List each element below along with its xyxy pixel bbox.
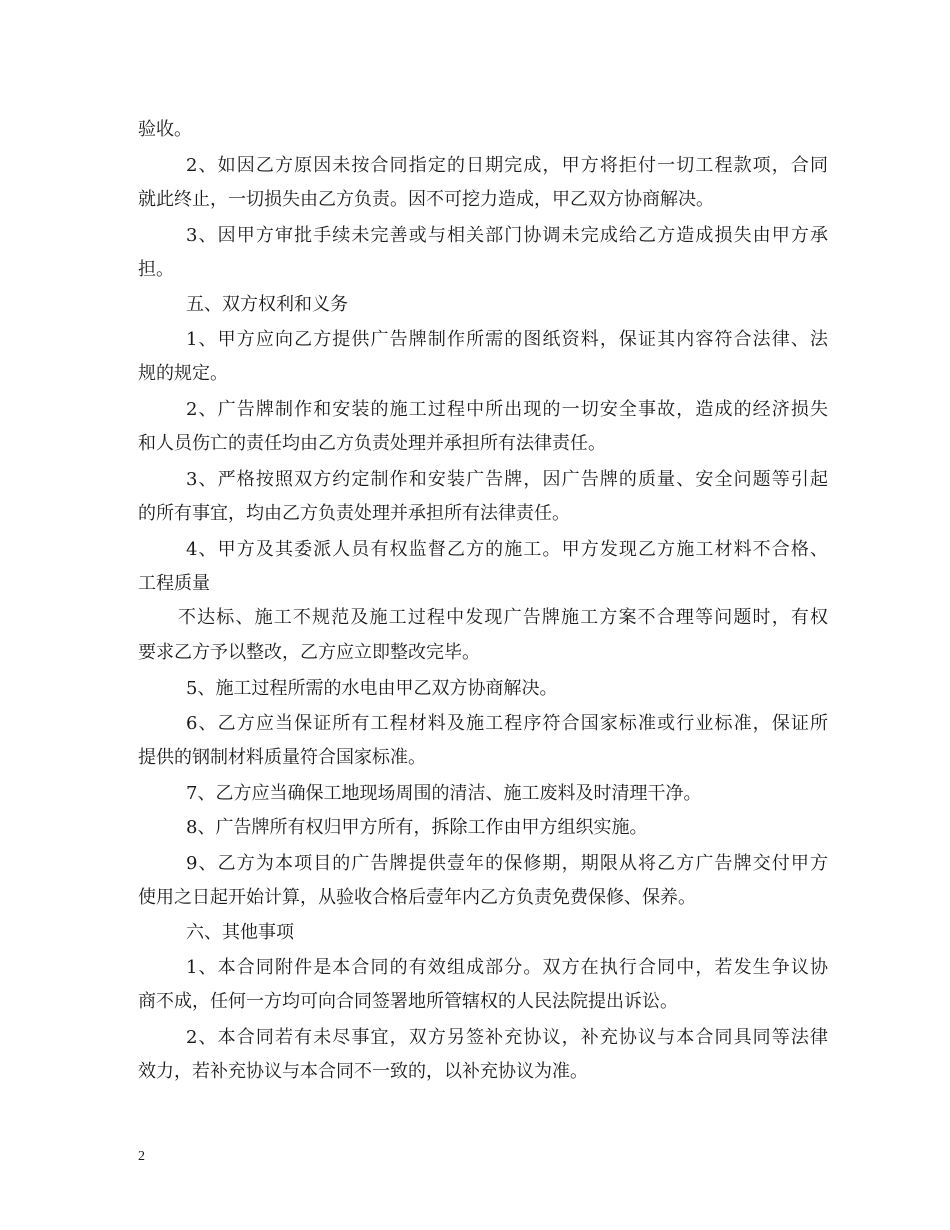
- text-line: 1、本合同附件是本合同的有效组成部分。双方在执行合同中，若发生争议协: [186, 957, 828, 978]
- text-line: 3、因甲方审批手续未完善或与相关部门协调未完成给乙方造成损失由甲方承: [186, 225, 828, 246]
- text-line: 担。: [138, 259, 174, 280]
- text-line: 8、广告牌所有权归甲方所有，拆除工作由甲方组织实施。: [186, 817, 648, 838]
- text-line: 3、严格按照双方约定制作和安装广告牌，因广告牌的质量、安全问题等引起: [186, 469, 828, 490]
- section-heading: 六、其他事项: [186, 922, 294, 943]
- text-line: 商不成，任何一方均可向合同签署地所管辖权的人民法院提出诉讼。: [138, 991, 678, 1012]
- text-line: 6、乙方应当保证所有工程材料及施工程序符合国家标准或行业标准，保证所: [186, 713, 828, 734]
- text-line: 就此终止，一切损失由乙方负责。因不可挖力造成，甲乙双方协商解决。: [138, 189, 714, 210]
- text-line: 和人员伤亡的责任均由乙方负责处理并承担所有法律责任。: [138, 433, 606, 454]
- text-line: 效力，若补充协议与本合同不一致的，以补充协议为准。: [138, 1061, 588, 1082]
- text-line: 2、本合同若有未尽事宜，双方另签补充协议，补充协议与本合同具同等法律: [186, 1027, 828, 1048]
- text-line: 验收。: [138, 119, 192, 140]
- page-number: 2: [138, 1149, 145, 1164]
- text-line: 要求乙方予以整改，乙方应立即整改完毕。: [138, 642, 480, 663]
- text-line: 4、甲方及其委派人员有权监督乙方的施工。甲方发现乙方施工材料不合格、: [186, 539, 828, 560]
- text-line: 2、广告牌制作和安装的施工过程中所出现的一切安全事故，造成的经济损失: [186, 399, 828, 420]
- text-line: 工程质量: [138, 573, 210, 594]
- text-line: 规的规定。: [138, 363, 228, 384]
- text-line: 2、如因乙方原因未按合同指定的日期完成，甲方将拒付一切工程款项，合同: [186, 155, 828, 176]
- text-line: 的所有事宜，均由乙方负责处理并承担所有法律责任。: [138, 503, 570, 524]
- section-heading: 五、双方权利和义务: [186, 294, 348, 315]
- text-line: 提供的钢制材料质量符合国家标准。: [138, 747, 426, 768]
- text-line: 5、施工过程所需的水电由甲乙双方协商解决。: [186, 678, 558, 699]
- text-line: 9、乙方为本项目的广告牌提供壹年的保修期，期限从将乙方广告牌交付甲方: [186, 853, 828, 874]
- text-line: 1、甲方应向乙方提供广告牌制作所需的图纸资料，保证其内容符合法律、法: [186, 329, 828, 350]
- text-line: 使用之日起开始计算，从验收合格后壹年内乙方负责免费保修、保养。: [138, 887, 696, 908]
- text-line: 7、乙方应当确保工地现场周围的清洁、施工废料及时清理干净。: [186, 783, 702, 804]
- text-line: 不达标、施工不规范及施工过程中发现广告牌施工方案不合理等问题时，有权: [178, 607, 828, 628]
